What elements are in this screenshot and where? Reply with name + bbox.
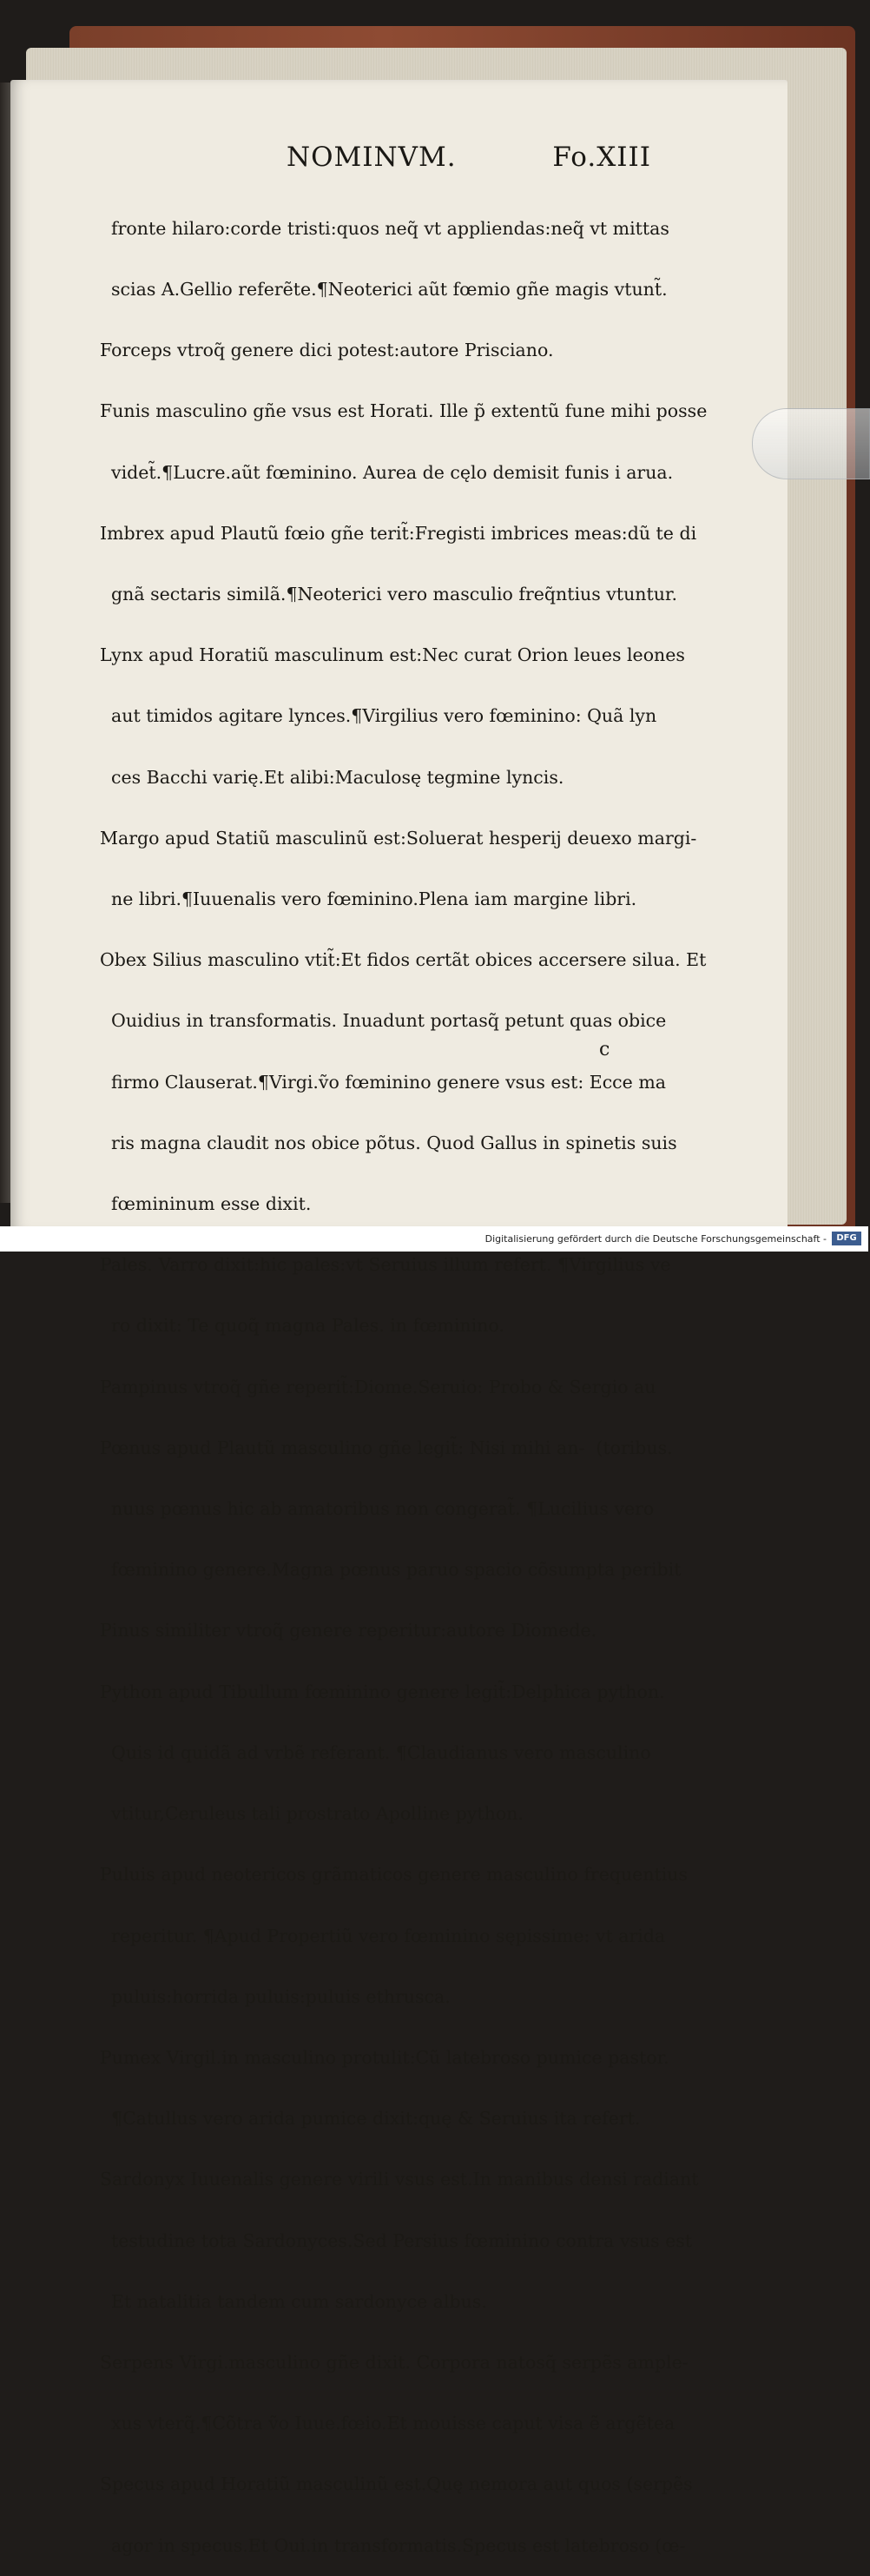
text-line: testudine tota Sardonyces.Sed Persius fœminino contra vsus est: [100, 2229, 693, 2251]
text-line: Quis id quidã ad vrbẽ referant. ¶Claudianus vero masculino: [100, 1741, 651, 1763]
text-line: reperitur. ¶Apud Propertiũ vero fœminino sępissime: vt arida: [100, 1925, 666, 1946]
text-line: gnã sectaris similã.¶Neoterici vero masculio freq̃ntius vtuntur.: [100, 584, 677, 605]
text-line: Forceps vtroq̃ genere dici potest:autore Prisciano.: [100, 340, 554, 361]
body-text: [100, 178, 708, 2576]
text-line: firmo Clauserat.¶Virgi.ṽo fœminino genere vsus est: Ecce ma: [100, 1071, 666, 1093]
text-line: Obex Silius masculino vtit̃:Et fidos certãt obices accersere silua. Et: [100, 949, 707, 971]
text-line: Pumex Virgil.in masculino protulit:Cũ latebroso pumice pastor.: [100, 2046, 669, 2068]
text-line: ris magna claudit nos obice põtus. Quod Gallus in spinetis suis: [100, 1132, 677, 1153]
text-line: puluis:horrida puluis:puluis ethrusca.: [100, 1985, 451, 2007]
text-line: Pinus similiter vtroq̃ genere reperitur:autore Diomede.: [100, 1620, 597, 1641]
text-line: ¶Catullus vero arida pumice dixit:quę & Seruius ita refert.: [100, 2108, 641, 2130]
footer-bar: [0, 1226, 868, 1252]
text-line: vtitur,Ceruleus tali prostrato Apolline python.: [100, 1803, 524, 1825]
running-title: NOMINVM.: [287, 142, 457, 173]
text-line: videt̃.¶Lucre.aũt fœminino. Aurea de cęlo demisit funis i arua.: [100, 461, 674, 483]
signature-mark: c: [599, 1039, 610, 1060]
text-line: Ouidius in transformatis. Inuadunt portasq̃ petunt quas obice: [100, 1010, 667, 1032]
text-line: nuus pœnus hic ab amatoribus non congerat̃. ¶Lucilius vero: [100, 1498, 655, 1520]
text-line: agor in specus.Et Oui.in transformatis.Specus est latebroso (œ-: [100, 2534, 686, 2556]
text-line: fronte hilaro:corde tristi:quos neq̃ vt appliendas:neq̃ vt mittas: [100, 217, 669, 239]
text-line: Python apud Tibullum fœminino genere legit̃:Delphica python.: [100, 1681, 665, 1702]
text-line: Specus apud Horatiũ masculinũ est.Quę nemora aut quos (serpẽs: [100, 2474, 693, 2495]
dfg-logo: DFG: [832, 1232, 861, 1245]
text-line: ro dixit: Te quoq̃ magna Pales. in fœminino.: [100, 1315, 504, 1337]
text-line: aut timidos agitare lynces.¶Virgilius vero fœminino: Quã lyn: [100, 705, 657, 727]
text-line: Et natalitia tandem cum sardonyce albus.: [100, 2290, 487, 2312]
text-line: Lynx apud Horatiũ masculinum est:Nec curat Orion leues leones: [100, 644, 685, 666]
text-line: fœminino genere.Magna pœnus paruo spacio cõsumpta peribit: [100, 1559, 682, 1581]
text-line: ces Bacchi varię.Et alibi:Maculosę tegmine lyncis.: [100, 766, 564, 788]
text-line: Pœnus apud Plautũ masculino gñe legit̃: Nisi mihi an- (toribus.: [100, 1437, 673, 1458]
text-line: xus vterq̃.¶Cõtra ṽo Iuue.fœio.Et mouisse caput visa ẽ argẽtea: [100, 2413, 676, 2434]
text-line: Funis masculino gñe vsus est Horati. Ille p̃ extentũ fune mihi posse: [100, 400, 708, 422]
text-line: Pales. Varro dixit:hic pales:vt Seruius illum refert. ¶Virgilius ve: [100, 1254, 671, 1276]
folio-number: Fo.XIII: [552, 142, 651, 173]
text-line: Serpens Virgi.masculino gñe dixit. Corpora natosq̃ serpẽs ample-: [100, 2351, 689, 2373]
text-line: Imbrex apud Plautũ fœio gñe terit̃:Fregisti imbrices meas:dũ te di: [100, 522, 697, 544]
text-line: Margo apud Statiũ masculinũ est:Soluerat hesperij deuexo margi-: [100, 827, 697, 849]
text-line: fœmininum esse dixit.: [100, 1193, 312, 1215]
text-line: Puluis apud neotericos grãmaticos genere masculino frequentius: [100, 1864, 689, 1886]
text-line: ne libri.¶Iuuenalis vero fœminino.Plena iam margine libri.: [100, 888, 637, 910]
text-line: scias A.Gellio referẽte.¶Neoterici aũt fœmio gñe magis vtunt̃.: [100, 279, 668, 301]
funding-credit: Digitalisierung gefördert durch die Deutsche Forschungsgemeinschaft -: [484, 1233, 827, 1245]
page-clip: [752, 408, 870, 479]
text-line: Sardonyx Iuuenalis genere virili vsus est.In manibus densi radiant: [100, 2169, 699, 2190]
text-line: Pampinus vtroq̃ gñe reperit̃:Diome.Seruio: Probo & Sergio au: [100, 1376, 656, 1397]
